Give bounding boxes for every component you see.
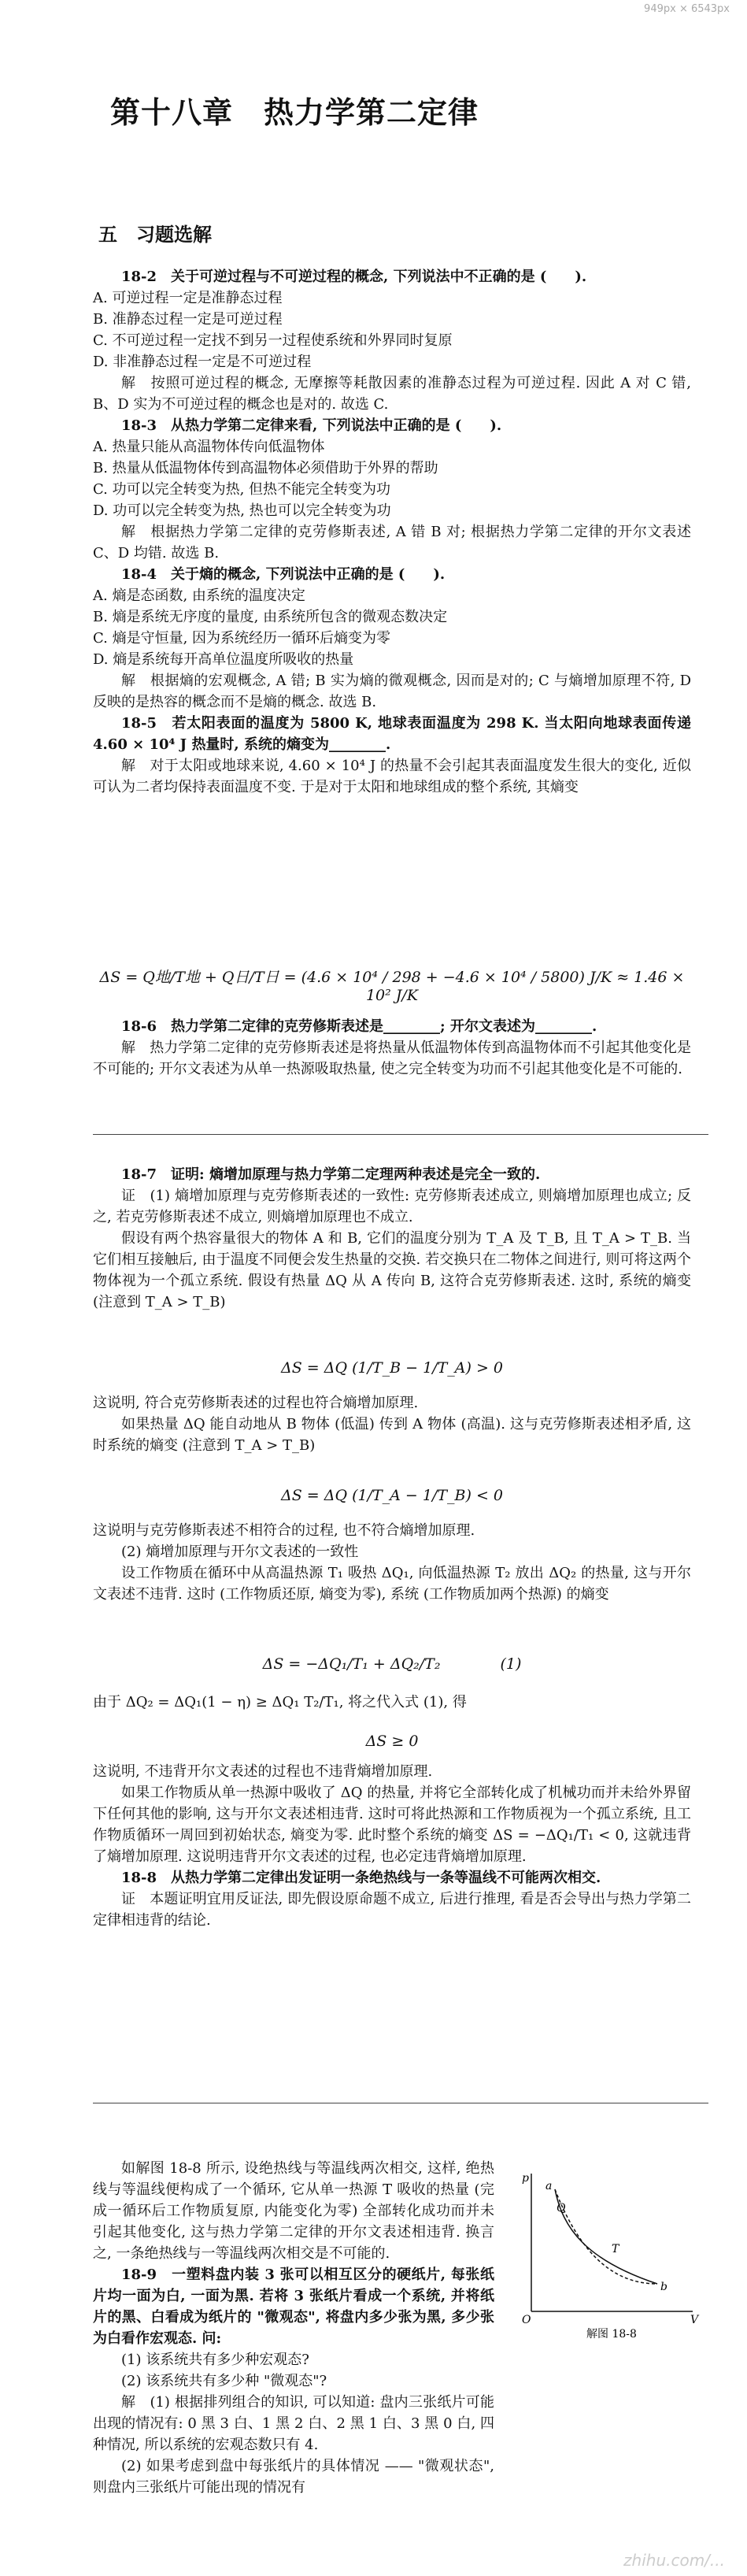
problems-18-2-to-18-5 [93,266,691,798]
paragraph: B. 熵是系统无序度的量度, 由系统所包含的微观态数决定 [93,609,448,625]
paragraph: 解 对于太阳或地球来说, 4.60 × 10⁴ J 的热量不会引起其表面温度发生很大的变化, 近似可认为二者均保持表面温度不变. 于是对于太阳和地球组成的整个系统, 其熵变 [93,758,691,795]
paragraph: 这说明, 不违背开尔文表述的过程也不违背熵增加原理. [93,1763,433,1780]
paragraph: 解 根据熵的宏观概念, A 错; B 实为熵的微观概念, 因而是对的; C 与熵增加原理不符, D 反映的是热容的概念而不是熵的概念. 故选 B. [93,673,691,710]
paragraph: 18-5 若太阳表面的温度为 5800 K, 地球表面温度为 298 K. 当太阳向地球表面传递 4.60 × 10⁴ J 热量时, 系统的熵变为________. [93,715,691,753]
figure-caption: 解图 18-8 [586,2328,637,2341]
equation-clausius-2: ΔS = ΔQ (1/T_A − 1/T_B) < 0 [281,1487,503,1504]
paragraph: 18-3 从热力学第二定律来看, 下列说法中正确的是 ( ). [121,417,502,434]
paragraph: 解 根据热力学第二定律的克劳修斯表述, A 错 B 对; 根据热力学第二定律的开尔文表述 C、D 均错. 故选 B. [93,524,691,562]
paragraph: B. 准静态过程一定是可逆过程 [93,311,283,328]
paragraph: D. 熵是系统每开高单位温度所吸收的热量 [93,651,354,668]
chapter-title: 第十八章 热力学第二定律 [110,95,479,130]
p-axis-label: p [522,2172,529,2185]
paragraph: 如果工作物质从单一热源中吸收了 ΔQ 的热量, 并将它全部转化成了机械功而并未给外界留下任何其他的影响, 这与开尔文表述相违背. 这时可将此热源和工作物质视为一个孤立系统, 且工作物质循环一周回到初始状态, 熵变为零. 此时整个系统的熵变 ΔS = −ΔQ₁/T₁ < 0, 这就违背了熵增加原理. 这说明违背开尔文表述的过程, 也必定违背熵增加原理. [93,1785,691,1865]
paragraph: A. 熵是态函数, 由系统的温度决定 [93,587,305,604]
paragraph: (2) 该系统共有多少种 "微观态"? [121,2373,327,2389]
paragraph: 18-6 热力学第二定律的克劳修斯表述是________; 开尔文表述为________. [121,1018,597,1035]
adiabat-curve [555,2189,657,2284]
section-title: 五 习题选解 [98,224,212,246]
isotherm-label: T [612,2243,619,2255]
paragraph: D. 非准静态过程一定是不可逆过程 [93,354,312,370]
problems-18-8-figure-and-18-9 [93,2158,494,2498]
paragraph: 证 (1) 熵增加原理与克劳修斯表述的一致性: 克劳修斯表述成立, 则熵增加原理也成立; 反之, 若克劳修斯表述不成立, 则熵增加原理也不成立. [93,1188,691,1225]
paragraph: 由于 ΔQ₂ = ΔQ₁(1 − η) ≥ ΔQ₁ T₂/T₁, 将之代入式 (1), 得 [93,1694,467,1711]
paragraph: 18-7 证明: 熵增加原理与热力学第二定理两种表述是完全一致的. [121,1166,541,1183]
point-a-label: a [545,2180,553,2192]
equation-entropy-sun-earth: ΔS = Q地/T地 + Q日/T日 = (4.6 × 10⁴ / 298 + −4.6 × 10⁴ / 5800) J/K ≈ 1.46 × 10² J/K [99,969,685,1004]
paragraph: 这说明与克劳修斯表述不相符合的过程, 也不符合熵增加原理. [93,1522,475,1539]
watermark: zhihu.com/... [623,2551,725,2570]
paragraph: C. 功可以完全转变为热, 但热不能完全转变为功 [93,481,391,498]
paragraph: A. 热量只能从高温物体传向低温物体 [93,439,325,455]
equation-kelvin-2: ΔS ≥ 0 [365,1733,419,1750]
equation-clausius-1: ΔS = ΔQ (1/T_B − 1/T_A) > 0 [281,1359,503,1377]
paragraph: 解 按照可逆过程的概念, 无摩擦等耗散因素的准静态过程为可逆过程. 因此 A 对 C 错, B、D 实为不可逆过程的概念也是对的. 故选 C. [93,375,691,413]
problem-18-6 [93,1016,691,1080]
problem-18-7-part2 [93,1392,691,1456]
divider [93,1134,708,1135]
problem-18-7-part5-and-18-8 [93,1761,691,1931]
paragraph: A. 可逆过程一定是准静态过程 [93,290,283,306]
paragraph: 证 本题证明宜用反证法, 即先假设原命题不成立, 后进行推理, 看是否会导出与热力学第二定律相违背的结论. [93,1891,691,1929]
paragraph: 如果热量 ΔQ 能自动地从 B 物体 (低温) 传到 A 物体 (高温). 这与克劳修斯表述相矛盾, 这时系统的熵变 (注意到 T_A > T_B) [93,1416,691,1454]
point-b-label: b [660,2281,667,2293]
paragraph: 18-2 关于可逆过程与不可逆过程的概念, 下列说法中不正确的是 ( ). [121,269,587,285]
curve-q-label: Q [557,2202,566,2215]
paragraph: 如解图 18-8 所示, 设绝热线与等温线两次相交, 这样, 绝热线与等温线便构成了一个循环, 它从单一热源 T 吸收的热量 (完成一循环后工作物质复原, 内能变化为零) 全部转化成功而并未引起其他变化, 这与热力学第二定律的开尔文表述相违背. 换言之, 一条绝热线与一等温线两次相交是不可能的. [93,2160,494,2262]
equation-kelvin-1: ΔS = −ΔQ₁/T₁ + ΔQ₂/T₂ (1) [262,1655,522,1673]
paragraph: (1) 该系统共有多少种宏观态? [121,2352,309,2368]
v-axis-label: V [690,2314,699,2326]
image-dimensions-label: 949px × 6543px [644,3,730,15]
paragraph: 解 (1) 根据排列组合的知识, 可以知道: 盘内三张纸片可能出现的情况有: 0 黑 3 白、1 黑 2 白、2 黑 1 白、3 黑 0 白, 四种情况, 所以系统的宏观态数只有 4. [93,2394,494,2453]
paragraph: 这说明, 符合克劳修斯表述的过程也符合熵增加原理. [93,1395,419,1411]
paragraph: 假设有两个热容量很大的物体 A 和 B, 它们的温度分别为 T_A 及 T_B, 且 T_A > T_B. 当它们相互接触后, 由于温度不同便会发生热量的交换. 若交换只在二物体之间进行, 则可将这两个物体视为一个孤立系统. 假设有热量 ΔQ 从 A 传向 B, 这符合克劳修斯表述. 这时, 系统的熵变 (注意到 T_A > T_B) [93,1230,691,1310]
paragraph: 设工作物质在循环中从高温热源 T₁ 吸热 ΔQ₁, 向低温热源 T₂ 放出 ΔQ₂ 的热量, 这与开尔文表述不违背. 这时 (工作物质还原, 熵变为零), 系统 (工作物质加两个热源) 的熵变 [93,1565,691,1603]
paragraph: D. 功可以完全转变为热, 热也可以完全转变为功 [93,502,391,519]
origin-label: O [522,2314,531,2326]
problem-18-7-part4 [93,1692,691,1713]
paragraph: B. 热量从低温物体传到高温物体必须借助于外界的帮助 [93,460,438,476]
paragraph: 18-9 一塑料盘内装 3 张可以相互区分的硬纸片, 每张纸片均一面为白, 一面为黑. 若将 3 张纸片看成一个系统, 并将纸片的黑、白看成为纸片的 "微观态", 将盘内多少张为黑, 多少张为白看作宏观态. 问: [93,2267,494,2347]
paragraph: C. 熵是守恒量, 因为系统经历一循环后熵变为零 [93,630,391,647]
problem-18-7-part3 [93,1520,691,1605]
paragraph: 18-8 从热力学第二定律出发证明一条绝热线与一条等温线不可能两次相交. [121,1870,601,1886]
paragraph: 18-4 关于熵的概念, 下列说法中正确的是 ( ). [121,566,446,583]
paragraph: C. 不可逆过程一定找不到另一过程使系统和外界同时复原 [93,332,453,349]
isotherm-curve [555,2189,657,2284]
paragraph: (2) 熵增加原理与开尔文表述的一致性 [121,1544,359,1560]
problem-18-7-part1 [93,1164,691,1313]
figure-18-8 [508,2166,701,2343]
paragraph: 解 热力学第二定律的克劳修斯表述是将热量从低温物体传到高温物体而不引起其他变化是不可能的; 开尔文表述为从单一热源吸取热量, 使之完全转变为功而不引起其他变化是不可能的. [93,1040,691,1077]
paragraph: (2) 如果考虑到盘中每张纸片的具体情况 —— "微观状态", 则盘内三张纸片可能出现的情况有 [93,2458,494,2496]
